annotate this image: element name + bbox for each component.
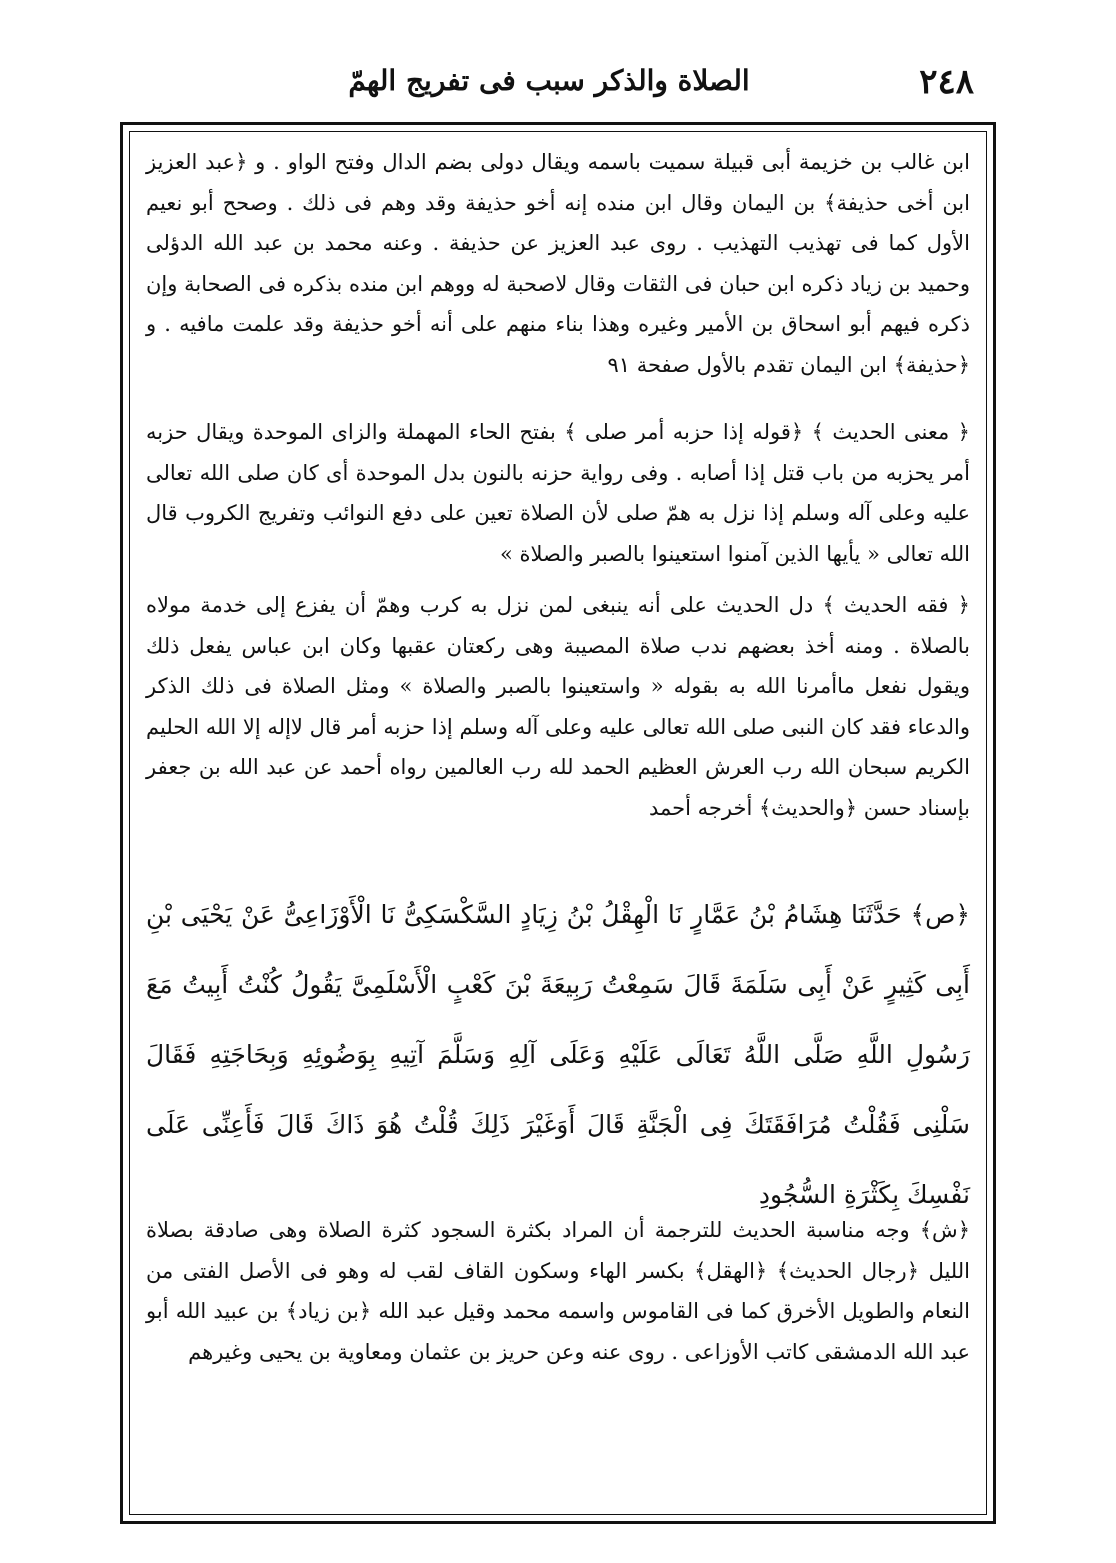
fiqh-paragraph: ﴿ فقه الحديث ﴾ دل الحديث على أنه ينبغى لمن نزل به كرب وهمّ أن يفزع إلى خدمة مولاه بالصلاة . ومنه أخذ بعضهم ندب صلاة المصيبة وهى ركعتان عقبها وكان ابن عباس يفعل ذلك ويقول نفعل ماأمرنا الله به بقوله « واستعينوا بالصبر والصلاة » ومثل الصلاة فى ذلك الذكر والدعاء فقد كان النبى صلى الله تعالى عليه وعلى آله وسلم إذا حزبه أمر قال لاإله إلا الله الحليم الكريم سبحان الله رب العرش العظيم الحمد لله رب العالمين رواه أحمد عن عبد الله بن جعفر بإسناد حسن ﴿والحديث﴾ أخرجه أحمد [146, 593, 970, 820]
meaning-paragraph: ﴿ معنى الحديث ﴾ ﴿قوله إذا حزبه أمر صلى ﴾ بفتح الحاء المهملة والزاى الموحدة ويقال حزبه أمر يحزبه من باب قتل إذا أصابه . وفى رواية حزنه بالنون بدل الموحدة أى كان صلى الله تعالى عليه وعلى آله وسلم إذا نزل به همّ صلى لأن الصلاة تعين على دفع النوائب وتفريج الكروب قال الله تعالى « يأيها الذين آمنوا استعينوا بالصبر والصلاة » [146, 420, 970, 566]
page-body [146, 142, 970, 1510]
running-title: الصلاة والذكر سبب فى تفريج الهمّ [348, 64, 750, 97]
commentary-paragraph: ﴿ش﴾ وجه مناسبة الحديث للترجمة أن المراد بكثرة السجود كثرة الصلاة وهى صادقة بصلاة الليل ﴿رجال الحديث﴾ ﴿الهقل﴾ بكسر الهاء وسكون القاف لقب له وهو فى الأصل الفتى من النعام والطويل الأخرق كما فى القاموس واسمه محمد وقيل عبد الله ﴿بن زياد﴾ بن عبيد الله أبو عبد الله الدمشقى كاتب الأوزاعى . روى عنه وعن حريز بن عثمان ومعاوية بن يحيى وغيرهم [146, 1218, 970, 1364]
hadith-section [146, 880, 970, 1210]
page-number: ٢٤٨ [919, 62, 974, 102]
page-header [124, 52, 974, 112]
meaning-section [146, 412, 970, 585]
hadith-paragraph: ﴿ص﴾ حَدَّثَنَا هِشَامُ بْنُ عَمَّارٍ نَا الْهِقْلُ بْنُ زِيَادٍ السَّكْسَكِىُّ نَا الْأَوْزَاعِىُّ عَنْ يَحْيَى بْنِ أَبِى كَثِيرٍ عَنْ أَبِى سَلَمَةَ قَالَ سَمِعْتُ رَبِيعَةَ بْنَ كَعْبٍ الْأَسْلَمِىَّ يَقُولُ كُنْتُ أَبِيتُ مَعَ رَسُولِ اللَّهِ صَلَّى اللَّهُ تَعَالَى عَلَيْهِ وَعَلَى آلِهِ وَسَلَّمَ آتِيهِ بِوَضُوئِهِ وَبِحَاجَتِهِ فَقَالَ سَلْنِى فَقُلْتُ مُرَافَقَتَكَ فِى الْجَنَّةِ قَالَ أَوَغَيْرَ ذَلِكَ قُلْتُ هُوَ ذَاكَ قَالَ فَأَعِنِّى عَلَى نَفْسِكَ بِكَثْرَةِ السُّجُودِ [146, 900, 970, 1209]
commentary-section [146, 1210, 970, 1510]
fiqh-section [146, 585, 970, 878]
biography-paragraph: ابن غالب بن خزيمة أبى قبيلة سميت باسمه ويقال دولى بضم الدال وفتح الواو . و ﴿عبد العزيز ابن أخى حذيفة﴾ بن اليمان وقال ابن منده إنه أخو حذيفة وقد وهم فى ذلك . وصحح أبو نعيم الأول كما فى تهذيب التهذيب . روى عبد العزيز عن حذيفة . وعنه محمد بن عبد الله الدؤلى وحميد بن زياد ذكره ابن حبان فى الثقات وقال لاصحبة له ووهم ابن منده بذكره فى الصحابة وإن ذكره فيهم أبو اسحاق بن الأمير وغيره وهذا بناء منهم على أنه أخو حذيفة وقد علمت مافيه . و ﴿حذيفة﴾ ابن اليمان تقدم بالأول صفحة ٩١ [146, 150, 970, 377]
biography-section [146, 142, 970, 412]
